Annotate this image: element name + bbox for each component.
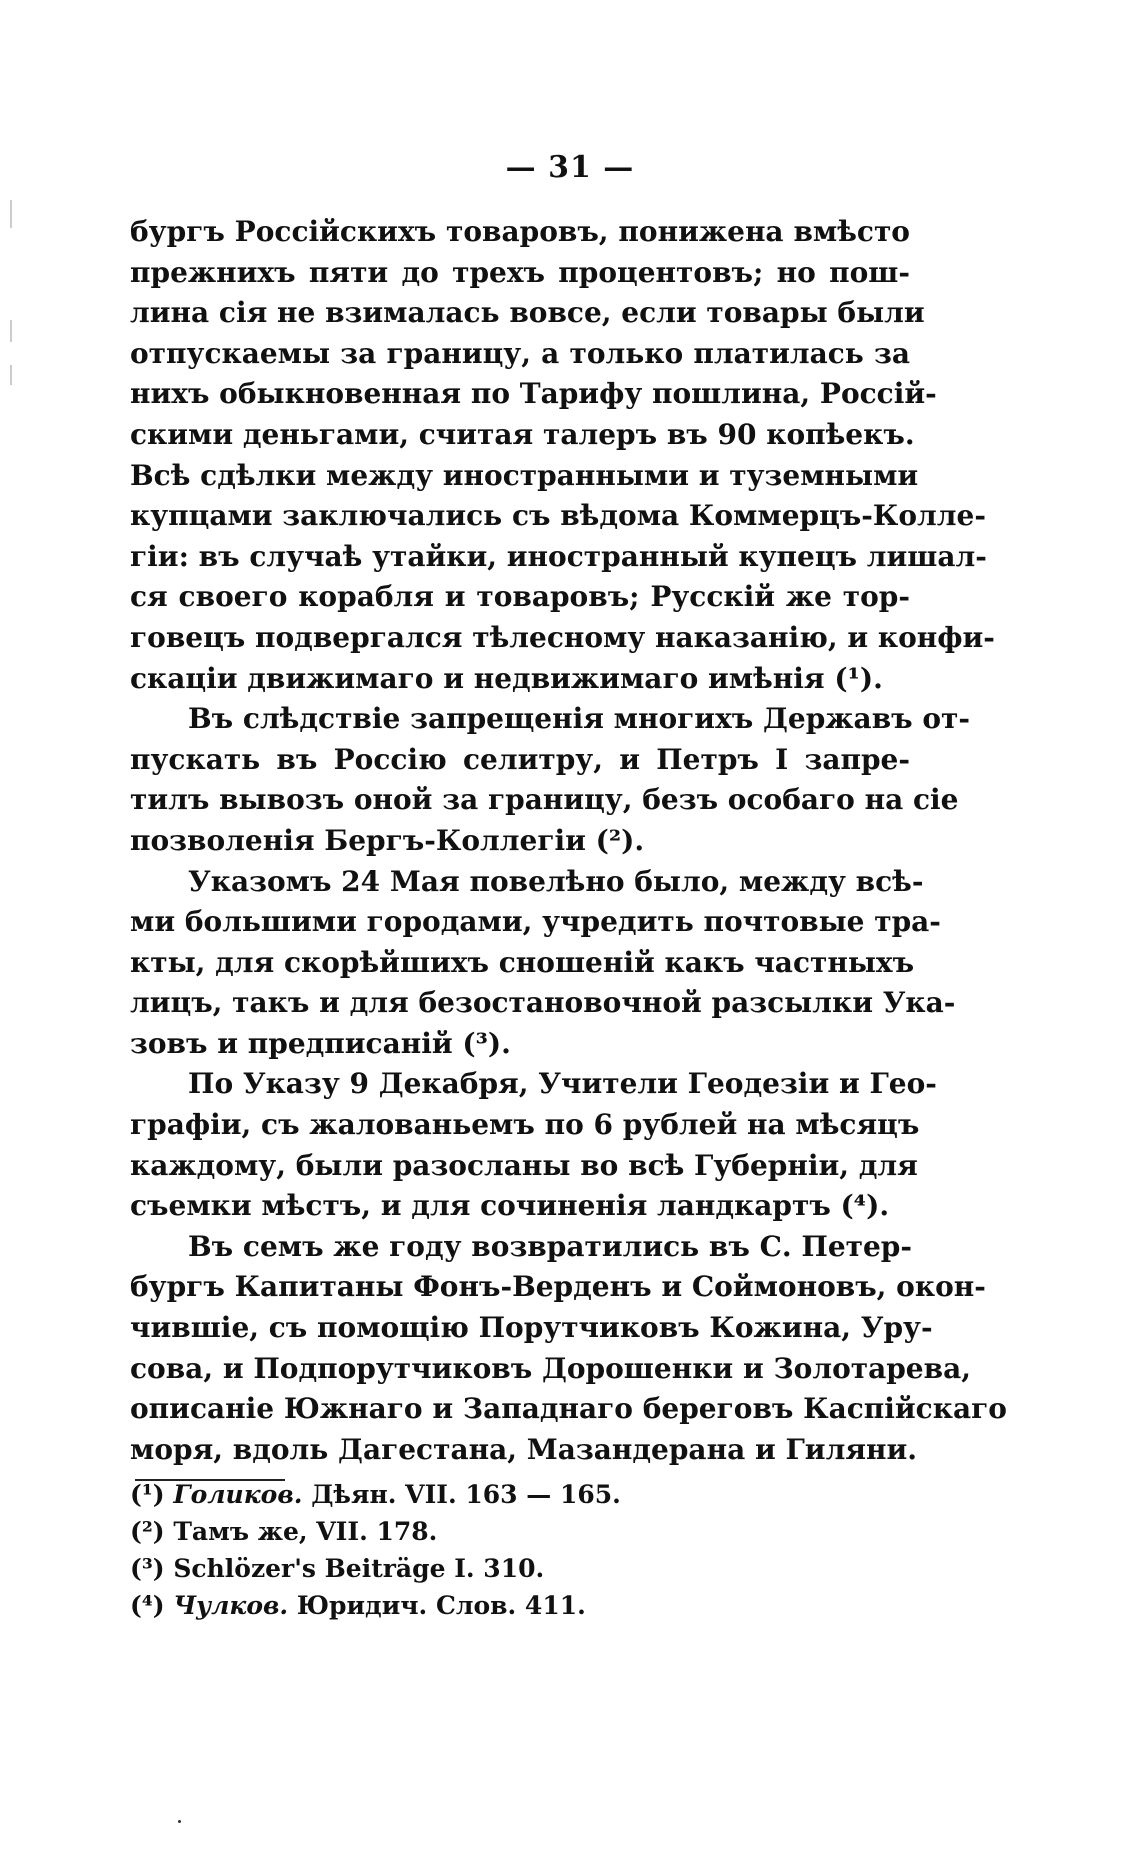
text-line: отпускаемы за границу, а только платилась за [130,336,910,370]
paragraph-start-line: Въ семъ же году возвратились въ С. Петер- [188,1229,912,1263]
text-line: купцами заключались съ вѣдома Коммерцъ-Колле- [130,499,986,533]
footnote-text: Schlözer's Beiträge I. 310. [173,1554,545,1583]
footnote-mark: (²) [130,1517,165,1546]
text-line: кты, для скорѣйшихъ сношеній какъ частныхъ [130,945,915,979]
text-line: описаніе Южнаго и Западнаго береговъ Каспійскаго [130,1392,1007,1426]
scan-edge-mark [10,320,12,342]
footnote-text: Юридич. Слов. 411. [296,1591,586,1620]
text-line: Всѣ сдѣлки между иностранными и туземными [130,458,919,492]
text-line: лина сія не взималась вовсе, если товары были [130,296,925,330]
footnote-mark: (⁴) [130,1591,165,1620]
text-line: говецъ подвергался тѣлесному наказанію, и конфи- [130,620,995,654]
footnote-mark: (³) [130,1554,165,1583]
footnote-2 [130,1513,630,1550]
text-line: моря, вдоль Дагестана, Мазандерана и Гиляни. [130,1432,918,1466]
text-line: ся своего корабля и товаровъ; Русскій же тор- [130,580,910,614]
text-line: тилъ вывозъ оной за границу, безъ особаго на сіе [130,783,959,817]
text-line: скими деньгами, считая талеръ въ 90 копѣекъ. [130,417,915,451]
footnote-author: Чулков. [173,1591,289,1620]
paragraph-start-line: Указомъ 24 Мая повелѣно было, между всѣ- [188,864,924,898]
text-line: нихъ обыкновенная по Тарифу пошлина, Россій- [130,377,937,411]
text-line: зовъ и предписаній (³). [130,1026,511,1060]
text-line: лицъ, такъ и для безостановочной разсылки Ука- [130,986,956,1020]
text-line: каждому, были разосланы во всѣ Губерніи, для [130,1148,918,1182]
footnote-author: Голиков. [173,1480,303,1509]
text-line: чившіе, съ помощію Порутчиковъ Кожина, Уру- [130,1311,933,1345]
footnotes [130,1476,630,1624]
paragraph-start-line: Въ слѣдствіе запрещенія многихъ Державъ от- [188,702,971,736]
text-line: гіи: въ случаѣ утайки, иностранный купецъ лишал- [130,539,987,573]
scan-speck [178,1820,181,1823]
footnote-1 [130,1476,630,1513]
text-line: ми большими городами, учредить почтовые тра- [130,905,941,939]
text-line: пускать въ Россію селитру, и Петръ I запре- [130,742,910,776]
text-line: бургъ Россійскихъ товаровъ, понижена вмѣсто [130,215,910,248]
scan-edge-mark [10,200,12,228]
text-line: позволенія Бергъ-Коллегіи (²). [130,823,645,857]
text-line: съемки мѣстъ, и для сочиненія ландкартъ (⁴). [130,1189,890,1223]
text-line: прежнихъ пяти до трехъ процентовъ; но пош- [130,255,910,289]
footnote-text: Дѣян. VII. 163 — 165. [311,1480,621,1509]
scan-edge-mark [10,365,12,385]
page-number: — 31 — [505,150,635,185]
footnote-text: Тамъ же, VII. 178. [173,1517,438,1546]
text-line: сова, и Подпорутчиковъ Дорошенки и Золотарева, [130,1351,971,1385]
footnote-3 [130,1550,630,1587]
text-line: бургъ Капитаны Фонъ-Верденъ и Соймоновъ, окон- [130,1270,986,1304]
footnote-4 [130,1587,630,1624]
footnote-mark: (¹) [130,1480,165,1509]
paragraph-start-line: По Указу 9 Декабря, Учители Геодезіи и Гео- [188,1067,937,1101]
text-line: графіи, съ жалованьемъ по 6 рублей на мѣсяцъ [130,1108,920,1142]
text-line: скаціи движимаго и недвижимаго имѣнія (¹). [130,661,883,695]
body-text [130,212,1007,1470]
